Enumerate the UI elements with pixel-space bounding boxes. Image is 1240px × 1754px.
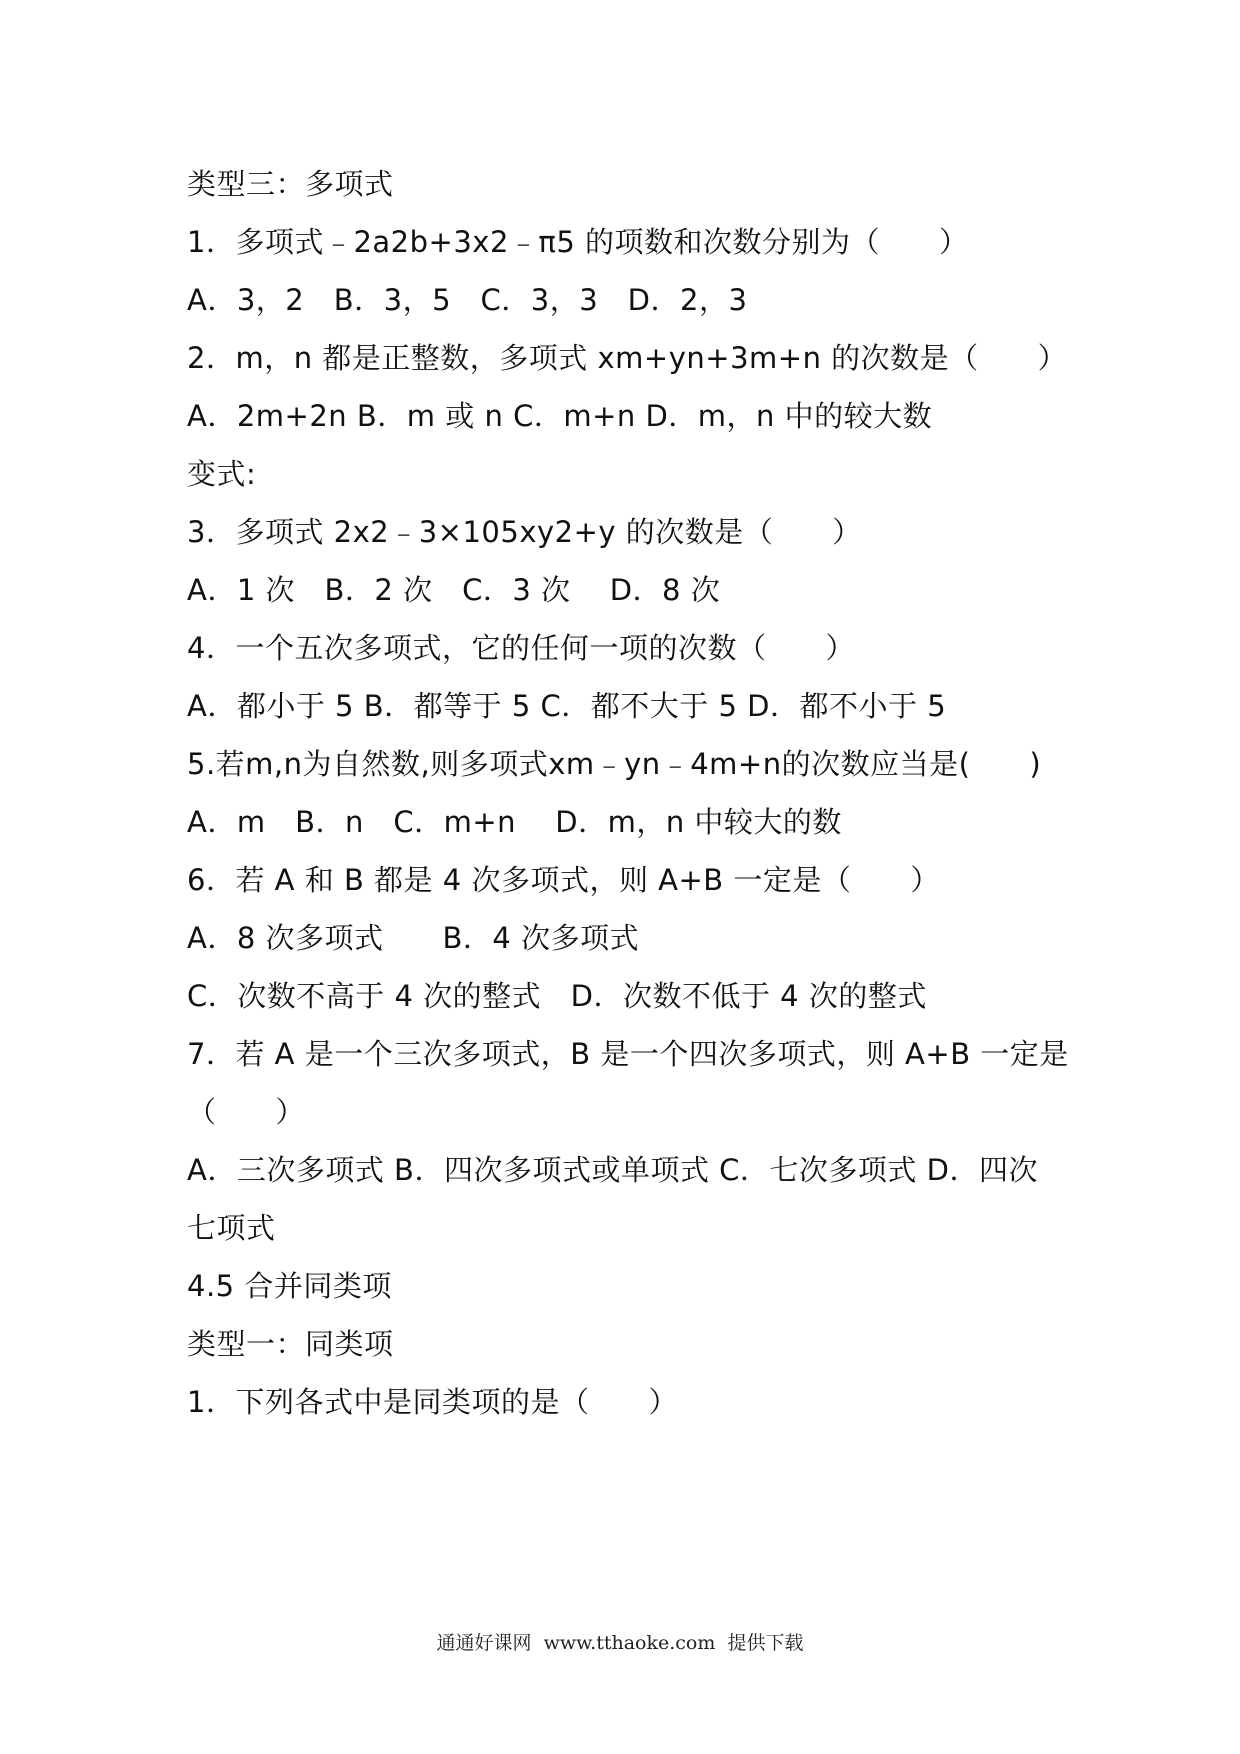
- question-7-options: A．三次多项式 B．四次多项式或单项式 C．七次多项式 D．四次: [187, 1153, 1038, 1187]
- question-7-blank: （ ）: [187, 1095, 306, 1129]
- question-3: 3．多项式 2x2﹣3×105xy2+y 的次数是（ ）: [187, 515, 862, 549]
- question-7-options-continued: 七项式: [187, 1211, 276, 1245]
- question-6: 6．若 A 和 B 都是 4 次多项式，则 A+B 一定是（ ）: [187, 863, 940, 897]
- section-heading-type-1: 类型一：同类项: [187, 1327, 394, 1361]
- question-1-options: A．3，2 B．3，5 C．3，3 D．2，3: [187, 283, 748, 317]
- section-heading-4-5: 4.5 合并同类项: [187, 1269, 392, 1303]
- page-footer: 通通好课网 www.tthaoke.com 提供下载: [436, 1632, 804, 1654]
- question-5-options: A．m B．n C．m+n D．m，n 中较大的数: [187, 805, 842, 839]
- question-6-options-cd: C．次数不高于 4 次的整式 D．次数不低于 4 次的整式: [187, 979, 927, 1013]
- question-7: 7．若 A 是一个三次多项式，B 是一个四次多项式，则 A+B 一定是: [187, 1037, 1069, 1071]
- question-5: 5.若m,n为自然数,则多项式xm﹣yn﹣4m+n的次数应当是( ): [187, 747, 1042, 781]
- question-1: 1．多项式﹣2a2b+3x2﹣π5 的项数和次数分别为（ ）: [187, 225, 969, 259]
- question-2: 2．m，n 都是正整数，多项式 xm+yn+3m+n 的次数是（ ）: [187, 341, 1068, 375]
- question-3-options: A．1 次 B．2 次 C．3 次 D．8 次: [187, 573, 721, 607]
- section-heading-type-3: 类型三：多项式: [187, 167, 394, 201]
- question-1-like-terms: 1．下列各式中是同类项的是（ ）: [187, 1385, 678, 1419]
- question-6-options-ab: A．8 次多项式 B．4 次多项式: [187, 921, 640, 955]
- question-2-options: A．2m+2n B．m 或 n C．m+n D．m，n 中的较大数: [187, 399, 933, 433]
- question-4-options: A．都小于 5 B．都等于 5 C．都不大于 5 D．都不小于 5: [187, 689, 947, 723]
- question-4: 4．一个五次多项式，它的任何一项的次数（ ）: [187, 631, 855, 665]
- variant-heading: 变式:: [187, 457, 257, 491]
